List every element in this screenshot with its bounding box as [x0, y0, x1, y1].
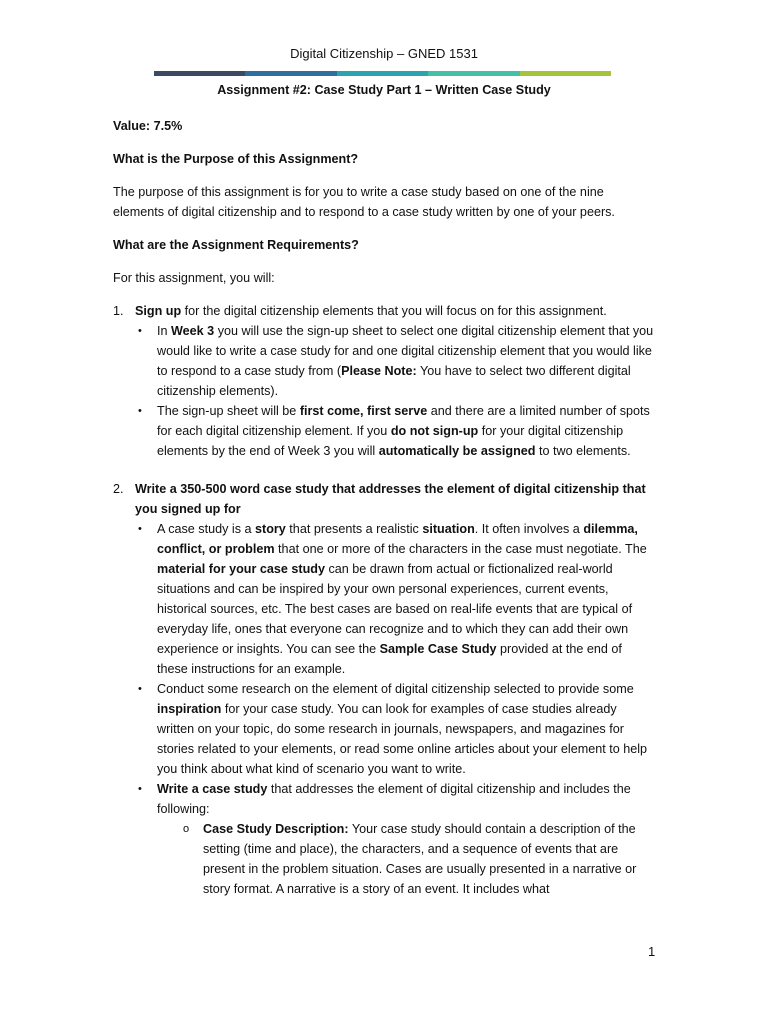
text-run: for your digital citizenship elements by the end of Week 3 you will	[157, 424, 624, 458]
text-run: to two elements.	[535, 444, 631, 458]
color-bar-segment	[428, 71, 519, 76]
assignment-title: Assignment #2: Case Study Part 1 – Written Case Study	[217, 83, 551, 97]
bullet-item	[113, 401, 655, 461]
text-run: . It often involves a	[474, 522, 584, 536]
text-run-bold: do not sign-up	[390, 424, 479, 438]
text-run-bold: situation	[422, 522, 475, 536]
text-run: In	[157, 324, 172, 338]
text-run-bold: material for your case study	[157, 562, 325, 576]
text-run-bold: inspiration	[157, 702, 222, 716]
text-run: You have to select two different digital citizenship elements).	[157, 364, 631, 398]
list-number: 1.	[113, 304, 124, 318]
bullet-item	[113, 321, 655, 401]
bullet-icon: •	[138, 325, 142, 337]
text-run: that presents a realistic	[285, 522, 423, 536]
bullet-icon: •	[138, 683, 142, 695]
color-bar-segment	[337, 71, 428, 76]
bullet-item	[113, 519, 655, 679]
text-run: A case study is a	[157, 522, 256, 536]
text-run-bold: Sample Case Study	[379, 642, 497, 656]
text-run-bold: Write a case study	[157, 782, 268, 796]
text-run: for your case study. You can look for examples of case studies already written on your topic, do some research in journals, newspapers, and magazines for stories related to your elements, or read some online articles about your element to help you think about what kind of scenario you want to write.	[157, 702, 648, 776]
text-run: The sign-up sheet will be	[157, 404, 300, 418]
header-color-bar	[154, 71, 611, 76]
text-run: provided at the end of these instructions for an example.	[157, 642, 622, 676]
item2-heading: Write a 350-500 word case study that addresses the element of digital citizenship that you signed up for	[135, 482, 646, 516]
color-bar-segment	[154, 71, 245, 76]
text-run-bold: story	[255, 522, 286, 536]
sub-bullet-item	[113, 819, 655, 899]
value-label: Value: 7.5%	[113, 119, 183, 133]
text-run-bold: dilemma, conflict, or problem	[157, 522, 638, 556]
bullet-item	[113, 779, 655, 819]
bullet-item	[113, 679, 655, 779]
circle-bullet-icon: o	[183, 823, 190, 835]
list-item-1	[113, 301, 655, 321]
page-number: 1	[648, 944, 656, 959]
bullet-icon: •	[138, 523, 142, 535]
text-run: that addresses the element of digital citizenship and includes the following:	[157, 782, 631, 816]
text-run-bold: Week 3	[171, 324, 215, 338]
item1-lead-rest: for the digital citizenship elements that you will focus on for this assignment.	[181, 304, 607, 318]
text-run: you will use the sign-up sheet to select one digital citizenship element that you would like to write a case study for and one digital citizenship element that you would like to respond to a case study from (	[157, 324, 654, 378]
text-run-bold: automatically be assigned	[378, 444, 536, 458]
intro-text: For this assignment, you will:	[113, 271, 275, 285]
purpose-heading: What is the Purpose of this Assignment?	[113, 152, 359, 166]
color-bar-segment	[520, 71, 611, 76]
purpose-text: The purpose of this assignment is for you to write a case study based on one of the nine elements of digital citizenship and to respond to a case study written by one of your peers.	[113, 185, 615, 219]
text-run-bold: Please Note:	[341, 364, 417, 378]
text-run-bold: Case Study Description:	[203, 822, 349, 836]
color-bar-segment	[245, 71, 336, 76]
text-run: that one or more of the characters in the case must negotiate. The	[274, 542, 647, 556]
text-run-bold: first come, first serve	[299, 404, 428, 418]
document-body	[113, 80, 655, 899]
bullet-icon: •	[138, 783, 142, 795]
list-item-2	[113, 479, 655, 519]
item1-lead: Sign up	[135, 304, 182, 318]
page-header: Digital Citizenship – GNED 1531	[290, 46, 478, 61]
text-run: Conduct some research on the element of digital citizenship selected to provide some	[157, 682, 634, 696]
text-run: and there are a limited number of spots for each digital citizenship element. If you	[157, 404, 650, 438]
list-number: 2.	[113, 482, 124, 496]
requirements-heading: What are the Assignment Requirements?	[113, 238, 359, 252]
text-run: can be drawn from actual or fictionalized real-world situations and can be inspired by your own personal experiences, current events, historical sources, etc. The best cases are based on real-life events that are typical of everyday life, ones that everyone can recognize and to which they can add their own experience or insights. You can see the	[157, 562, 633, 656]
bullet-icon: •	[138, 405, 142, 417]
text-run: Your case study should contain a description of the setting (time and place), the characters, and a sequence of events that are present in the problem situation. Cases are usually presented in a narrative or story format. A narrative is a story of an event. It includes what	[203, 822, 637, 896]
